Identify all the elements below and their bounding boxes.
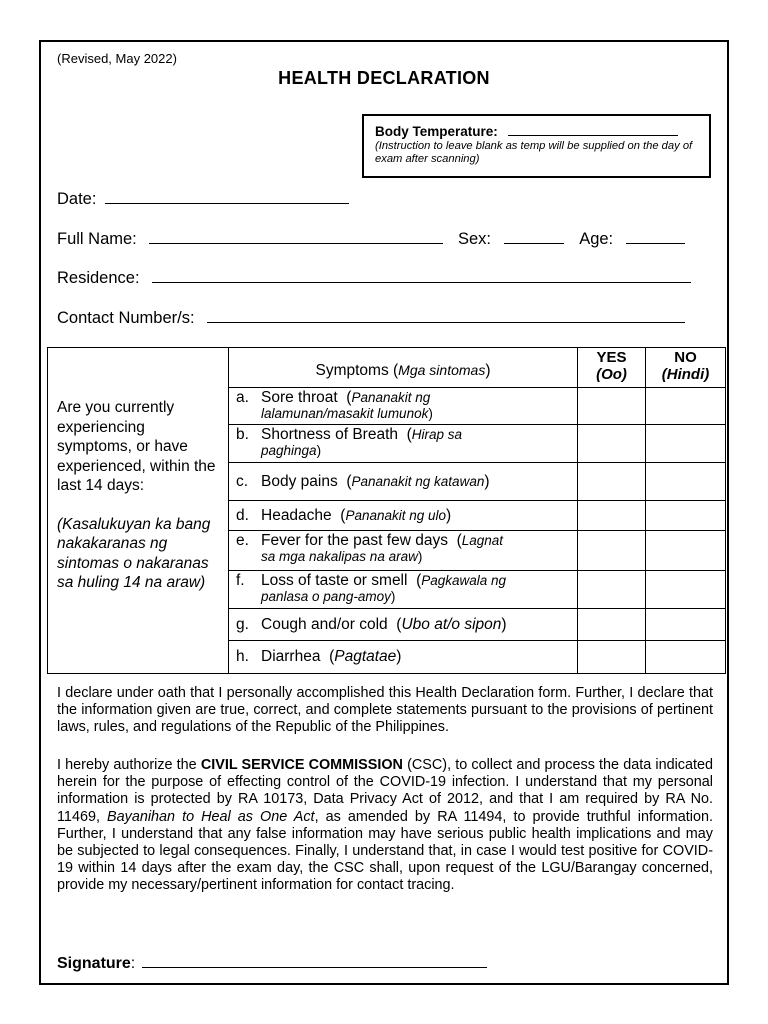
no-checkbox[interactable] <box>646 463 726 501</box>
body-temperature-note: (Instruction to leave blank as temp will be supplied on the day of exam after scanning) <box>375 140 693 165</box>
symptoms-table <box>47 347 726 674</box>
body-temperature-box <box>362 114 711 178</box>
yes-checkbox[interactable] <box>578 609 646 641</box>
age-field[interactable] <box>626 229 685 244</box>
residence-label: Residence: <box>57 269 140 287</box>
yes-checkbox[interactable] <box>578 641 646 674</box>
residence-field[interactable] <box>152 268 691 283</box>
no-checkbox[interactable] <box>646 501 726 531</box>
full-name-label: Full Name: <box>57 230 137 248</box>
no-checkbox[interactable] <box>646 571 726 609</box>
symptoms-question <box>48 348 229 674</box>
yes-checkbox[interactable] <box>578 425 646 463</box>
age-label: Age: <box>579 230 614 248</box>
yes-header: YES (Oo) <box>578 348 646 388</box>
no-checkbox[interactable] <box>646 425 726 463</box>
yes-checkbox[interactable] <box>578 388 646 425</box>
no-checkbox[interactable] <box>646 641 726 674</box>
sex-field[interactable] <box>504 229 564 244</box>
signature-field[interactable] <box>142 953 487 968</box>
symptoms-question-tl: (Kasalukuyan ka bang nakakaranas ng sintomas o nakaranas sa huling 14 na araw) <box>57 515 211 591</box>
revision-note: (Revised, May 2022) <box>57 51 177 66</box>
contact-number-label: Contact Number/s: <box>57 309 195 327</box>
yes-checkbox[interactable] <box>578 501 646 531</box>
no-checkbox[interactable] <box>646 388 726 425</box>
form-title: HEALTH DECLARATION <box>278 68 490 88</box>
date-label: Date: <box>57 190 97 208</box>
symptom-shortness-of-breath: b. Shortness of Breath (Hirap sa paghinga) <box>229 425 578 463</box>
symptom-fever: e. Fever for the past few days (Lagnat sa mga nakalipas na araw) <box>229 531 578 571</box>
no-checkbox[interactable] <box>646 609 726 641</box>
declaration-paragraph-2: I hereby authorize the CIVIL SERVICE COMMISSION (CSC), to collect and process the data indicated herein for the purpose of effecting control of the COVID-19 infection. I understand that my personal information is protected by RA 10173, Data Privacy Act of 2012, and that I am required by RA No. 11469, Bayanihan to Heal as One Act, as amended by RA 11494, to provide truthful information. Further, I understand that any false information may have serious public health implications and may be subjected to legal consequences. Finally, I understand that, in case I would test positive for COVID-19 within 14 days after the exam day, the CSC shall, upon request of the LGU/Barangay concerned, provide my necessary/pertinent information for contact tracing. <box>57 757 713 894</box>
contact-number-field[interactable] <box>207 308 685 323</box>
symptoms-question-en: Are you currently experiencing symptoms, or have experienced, within the last 14 days: <box>57 399 216 494</box>
signature-label: Signature <box>57 955 131 972</box>
declaration-paragraph-1: I declare under oath that I personally accomplished this Health Declaration form. Further, I declare that the information given are true, correct, and complete statements pursuant to the provisions of pertinent laws, rules, and regulations of the Republic of the Philippines. <box>57 685 713 736</box>
symptom-diarrhea: h. Diarrhea (Pagtatae) <box>229 641 578 674</box>
symptom-loss-of-taste: f. Loss of taste or smell (Pagkawala ng panlasa o pang-amoy) <box>229 571 578 609</box>
date-field[interactable] <box>105 189 349 204</box>
law-title: Bayanihan to Heal as One Act <box>107 808 315 825</box>
symptom-headache: d. Headache (Pananakit ng ulo) <box>229 501 578 531</box>
csc-name: CIVIL SERVICE COMMISSION <box>200 757 403 773</box>
no-header: NO (Hindi) <box>646 348 726 388</box>
sex-label: Sex: <box>457 230 491 248</box>
symptom-cough-cold: g. Cough and/or cold (Ubo at/o sipon) <box>229 609 578 641</box>
no-checkbox[interactable] <box>646 531 726 571</box>
body-temperature-field[interactable] <box>508 121 678 136</box>
symptom-body-pains: c. Body pains (Pananakit ng katawan) <box>229 463 578 501</box>
full-name-field[interactable] <box>149 229 443 244</box>
symptoms-header: Symptoms (Mga sintomas) <box>229 348 578 388</box>
yes-checkbox[interactable] <box>578 571 646 609</box>
body-temperature-label: Body Temperature: <box>375 124 498 139</box>
yes-checkbox[interactable] <box>578 531 646 571</box>
symptom-sore-throat: a. Sore throat (Pananakit ng lalamunan/masakit lumunok) <box>229 388 578 425</box>
yes-checkbox[interactable] <box>578 463 646 501</box>
